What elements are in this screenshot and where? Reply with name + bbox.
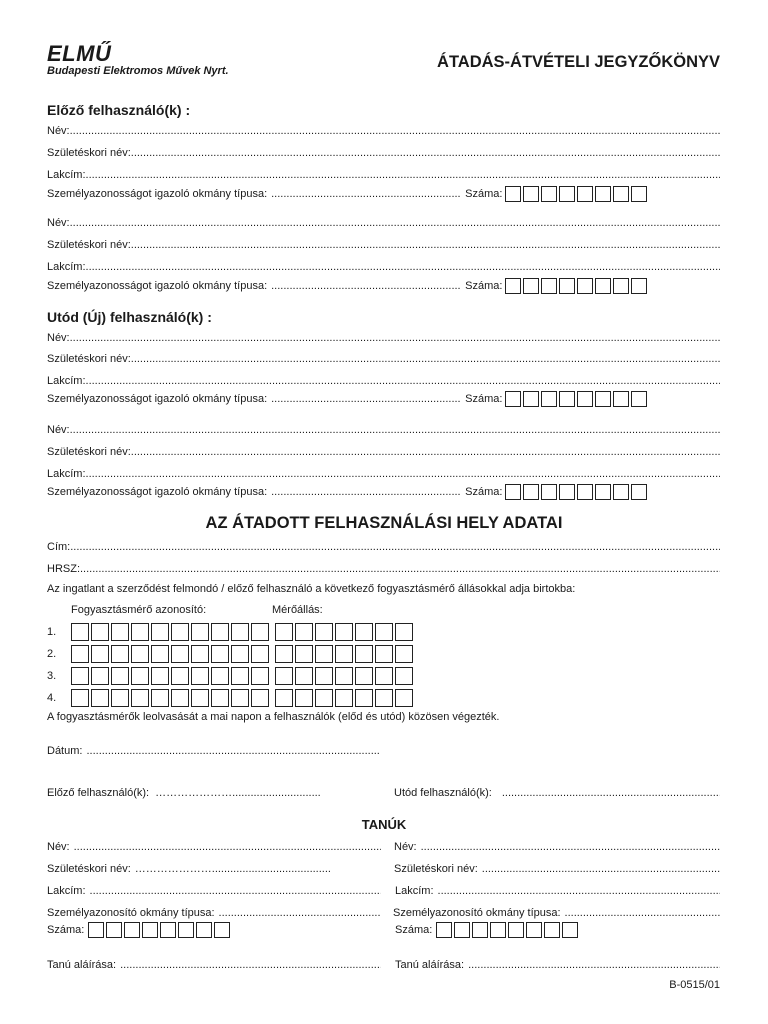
w2-address-field[interactable] xyxy=(395,882,720,897)
w2-name-field[interactable] xyxy=(394,838,720,853)
meter-row xyxy=(47,645,413,663)
w-birthname-label: Születéskori név: xyxy=(47,863,131,875)
site-address-label: Cím: xyxy=(47,541,71,553)
sig-previous-dots: …………………............................. xyxy=(155,787,321,799)
meter-row-number: 1. xyxy=(47,626,57,638)
successor-users-heading: Utód (Új) felhasználó(k) : xyxy=(47,309,212,325)
id-number-boxes[interactable] xyxy=(505,391,647,407)
meter-row-number: 2. xyxy=(47,648,57,660)
prev2-id-row xyxy=(47,277,720,295)
w-signature-label: Tanú aláírása: xyxy=(47,959,117,971)
name-label: Név: xyxy=(47,332,70,344)
id-type-label: Személyazonosságot igazoló okmány típusa: xyxy=(47,280,268,292)
address-label: Lakcím: xyxy=(47,468,86,480)
id-number-boxes[interactable] xyxy=(505,484,647,500)
w1-birthname-field[interactable] xyxy=(47,860,381,875)
company-logo: ELMŰ xyxy=(47,41,112,66)
next2-id-row xyxy=(47,483,720,501)
id-number-boxes[interactable] xyxy=(505,186,647,202)
next1-address-field[interactable] xyxy=(47,372,720,387)
w-idtype-label: Személyazonosító okmány típusa: xyxy=(47,907,215,919)
next1-birthname-field[interactable] xyxy=(47,350,720,365)
w-birthname-dots: …………………....................................... xyxy=(134,863,331,875)
date-label: Dátum: xyxy=(47,745,83,757)
meter-id-boxes[interactable] xyxy=(71,645,269,663)
handover-statement: Az ingatlant a szerződést felmondó / előző felhasználó a következő fogyasztásmérő állásokkal adja birtokba: xyxy=(47,583,576,595)
next2-name-field[interactable] xyxy=(47,421,720,436)
date-field[interactable] xyxy=(47,742,379,757)
next2-birthname-field[interactable] xyxy=(47,443,720,458)
w1-idnumber-row xyxy=(47,921,230,939)
id-type-field[interactable] xyxy=(271,280,461,292)
w-name-label: Név: xyxy=(47,841,70,853)
site-hrsz-field[interactable] xyxy=(47,560,720,575)
birthname-label: Születéskori név: xyxy=(47,239,131,251)
next1-name-field[interactable] xyxy=(47,329,720,344)
meter-row-number: 3. xyxy=(47,670,57,682)
id-type-field[interactable] xyxy=(271,393,461,405)
w-idtype-label: Személyazonosító okmány típusa: xyxy=(393,907,561,919)
id-number-label: Száma: xyxy=(465,393,503,405)
w-idnumber-label: Száma: xyxy=(47,924,85,936)
w-address-label: Lakcím: xyxy=(47,885,86,897)
hrsz-label: HRSZ: xyxy=(47,563,80,575)
sig-next-field[interactable] xyxy=(394,784,720,799)
id-type-field[interactable] xyxy=(271,486,461,498)
name-label: Név: xyxy=(47,217,70,229)
sig-next-label: Utód felhasználó(k): xyxy=(394,787,492,799)
address-label: Lakcím: xyxy=(47,375,86,387)
meter-reading-header: Mérőállás: xyxy=(272,604,323,616)
address-label: Lakcím: xyxy=(47,261,86,273)
id-number-label: Száma: xyxy=(465,188,503,200)
birthname-label: Születéskori név: xyxy=(47,446,131,458)
w1-name-field[interactable] xyxy=(47,838,381,853)
meter-id-header: Fogyasztásmérő azonosító: xyxy=(71,604,207,616)
id-number-label: Száma: xyxy=(465,486,503,498)
prev1-birthname-field[interactable] xyxy=(47,144,720,159)
birthname-label: Születéskori név: xyxy=(47,147,131,159)
document-title: ÁTADÁS-ÁTVÉTELI JEGYZŐKÖNYV xyxy=(437,53,720,71)
witnesses-heading: TANÚK xyxy=(361,817,407,832)
prev2-name-field[interactable] xyxy=(47,214,720,229)
w-signature-label: Tanú aláírása: xyxy=(395,959,465,971)
address-label: Lakcím: xyxy=(47,169,86,181)
w2-idnumber-row xyxy=(395,921,578,939)
meter-row-number: 4. xyxy=(47,692,57,704)
w2-idtype-field[interactable] xyxy=(393,904,720,919)
next1-id-row xyxy=(47,390,720,408)
site-address-field[interactable] xyxy=(47,538,720,553)
meter-reading-boxes[interactable] xyxy=(275,689,413,707)
w-birthname-label: Születéskori név: xyxy=(394,863,478,875)
form-code: B-0515/01 xyxy=(669,979,720,991)
id-type-label: Személyazonosságot igazoló okmány típusa: xyxy=(47,188,268,200)
reading-note: A fogyasztásmérők leolvasását a mai napon a felhasználók (előd és utód) közösen végezték. xyxy=(47,711,500,723)
w1-address-field[interactable] xyxy=(47,882,381,897)
meter-reading-boxes[interactable] xyxy=(275,667,413,685)
w2-birthname-field[interactable] xyxy=(394,860,720,875)
name-label: Név: xyxy=(47,424,70,436)
name-label: Név: xyxy=(47,125,70,137)
w-name-label: Név: xyxy=(394,841,417,853)
id-number-boxes[interactable] xyxy=(505,278,647,294)
meter-id-boxes[interactable] xyxy=(71,667,269,685)
id-number-label: Száma: xyxy=(465,280,503,292)
meter-id-boxes[interactable] xyxy=(71,689,269,707)
w1-idnumber-boxes[interactable] xyxy=(88,922,230,938)
next2-address-field[interactable] xyxy=(47,465,720,480)
sig-previous-field[interactable] xyxy=(47,784,381,799)
previous-users-heading: Előző felhasználó(k) : xyxy=(47,102,191,118)
id-type-label: Személyazonosságot igazoló okmány típusa: xyxy=(47,486,268,498)
id-type-field[interactable] xyxy=(271,188,461,200)
meter-row xyxy=(47,623,413,641)
w2-signature-field[interactable] xyxy=(395,956,720,971)
meter-id-boxes[interactable] xyxy=(71,623,269,641)
prev1-name-field[interactable] xyxy=(47,122,720,137)
w2-idnumber-boxes[interactable] xyxy=(436,922,578,938)
company-name: Budapesti Elektromos Művek Nyrt. xyxy=(47,65,229,77)
meter-reading-boxes[interactable] xyxy=(275,623,413,641)
meter-row xyxy=(47,667,413,685)
site-data-heading: AZ ÁTADOTT FELHASZNÁLÁSI HELY ADATAI xyxy=(205,514,563,532)
w-address-label: Lakcím: xyxy=(395,885,434,897)
w1-idtype-field[interactable] xyxy=(47,904,381,919)
prev2-birthname-field[interactable] xyxy=(47,236,720,251)
w-idnumber-label: Száma: xyxy=(395,924,433,936)
sig-previous-label: Előző felhasználó(k): xyxy=(47,787,150,799)
id-type-label: Személyazonosságot igazoló okmány típusa: xyxy=(47,393,268,405)
meter-reading-boxes[interactable] xyxy=(275,645,413,663)
prev1-id-row xyxy=(47,185,720,203)
prev1-address-field[interactable] xyxy=(47,166,720,181)
birthname-label: Születéskori név: xyxy=(47,353,131,365)
meter-row xyxy=(47,689,413,707)
prev2-address-field[interactable] xyxy=(47,258,720,273)
w1-signature-field[interactable] xyxy=(47,956,381,971)
